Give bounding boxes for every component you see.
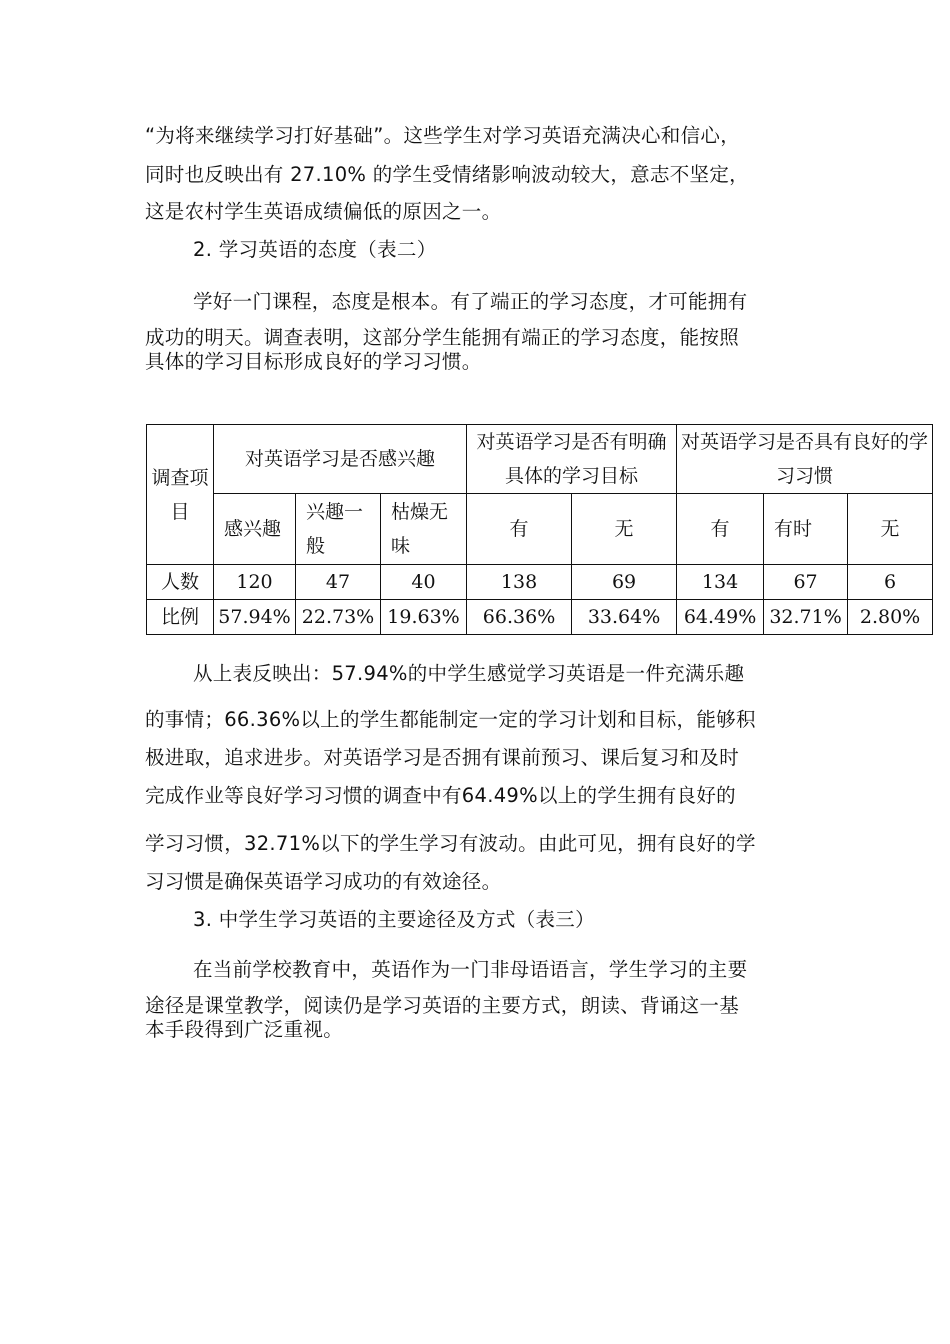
- paragraph-line: 同时也反映出有 27.10% 的学生受情绪影响波动较大，意志不坚定，: [145, 163, 749, 186]
- table-sub-header: 兴趣一般: [296, 494, 381, 565]
- table-group-header: 对英语学习是否具有良好的学习习惯: [677, 425, 933, 494]
- paragraph-line: 从上表反映出：57.94%的中学生感觉学习英语是一件充满乐趣: [193, 662, 745, 685]
- paragraph-line: 具体的学习目标形成良好的学习习惯。: [145, 350, 482, 373]
- paragraph-line: 学好一门课程，态度是根本。有了端正的学习态度，才可能拥有: [193, 290, 748, 313]
- table-row-label: 人数: [147, 565, 214, 600]
- table-cell: 67: [764, 565, 848, 600]
- table-cell: 6: [848, 565, 933, 600]
- table-cell: 47: [296, 565, 381, 600]
- paragraph-line: “为将来继续学习打好基础”。这些学生对学习英语充满决心和信心，: [145, 124, 741, 147]
- section-heading: 2. 学习英语的态度（表二）: [193, 238, 437, 261]
- paragraph-line: 途径是课堂教学，阅读仍是学习英语的主要方式，朗读、背诵这一基: [145, 994, 740, 1017]
- table-cell: 32.71%: [764, 600, 848, 635]
- table-sub-header: 有时: [764, 494, 848, 565]
- survey-table: [146, 424, 933, 635]
- table-sub-header: 感兴趣: [214, 494, 296, 565]
- table-cell: 40: [381, 565, 467, 600]
- table-sub-header: 枯燥无味: [381, 494, 467, 565]
- table-group-header: 对英语学习是否感兴趣: [214, 425, 467, 494]
- table-cell: 33.64%: [572, 600, 677, 635]
- table-cell: 138: [467, 565, 572, 600]
- table-cell: 134: [677, 565, 764, 600]
- paragraph-line: 这是农村学生英语成绩偏低的原因之一。: [145, 200, 502, 223]
- paragraph-line: 极进取，追求进步。对英语学习是否拥有课前预习、课后复习和及时: [145, 746, 740, 769]
- paragraph-line: 习习惯是确保英语学习成功的有效途径。: [145, 870, 502, 893]
- table-cell: 64.49%: [677, 600, 764, 635]
- table-cell: 19.63%: [381, 600, 467, 635]
- table-sub-header: 无: [572, 494, 677, 565]
- paragraph-line: 学习习惯，32.71%以下的学生学习有波动。由此可见，拥有良好的学: [145, 832, 756, 855]
- table-sub-header: 有: [467, 494, 572, 565]
- table-group-header: 对英语学习是否有明确具体的学习目标: [467, 425, 677, 494]
- section-heading: 3. 中学生学习英语的主要途径及方式（表三）: [193, 908, 595, 931]
- table-corner-header: 调查项目: [147, 425, 214, 565]
- table-cell: 2.80%: [848, 600, 933, 635]
- table-cell: 57.94%: [214, 600, 296, 635]
- table-row-label: 比例: [147, 600, 214, 635]
- table-cell: 22.73%: [296, 600, 381, 635]
- table-cell: 66.36%: [467, 600, 572, 635]
- table-sub-header: 无: [848, 494, 933, 565]
- paragraph-line: 本手段得到广泛重视。: [145, 1018, 344, 1041]
- paragraph-line: 的事情；66.36%以上的学生都能制定一定的学习计划和目标，能够积: [145, 708, 756, 731]
- paragraph-line: 完成作业等良好学习习惯的调查中有64.49%以上的学生拥有良好的: [145, 784, 736, 807]
- table-sub-header: 有: [677, 494, 764, 565]
- paragraph-line: 在当前学校教育中，英语作为一门非母语语言，学生学习的主要: [193, 958, 748, 981]
- table-cell: 69: [572, 565, 677, 600]
- paragraph-line: 成功的明天。调查表明，这部分学生能拥有端正的学习态度，能按照: [145, 326, 740, 349]
- table-cell: 120: [214, 565, 296, 600]
